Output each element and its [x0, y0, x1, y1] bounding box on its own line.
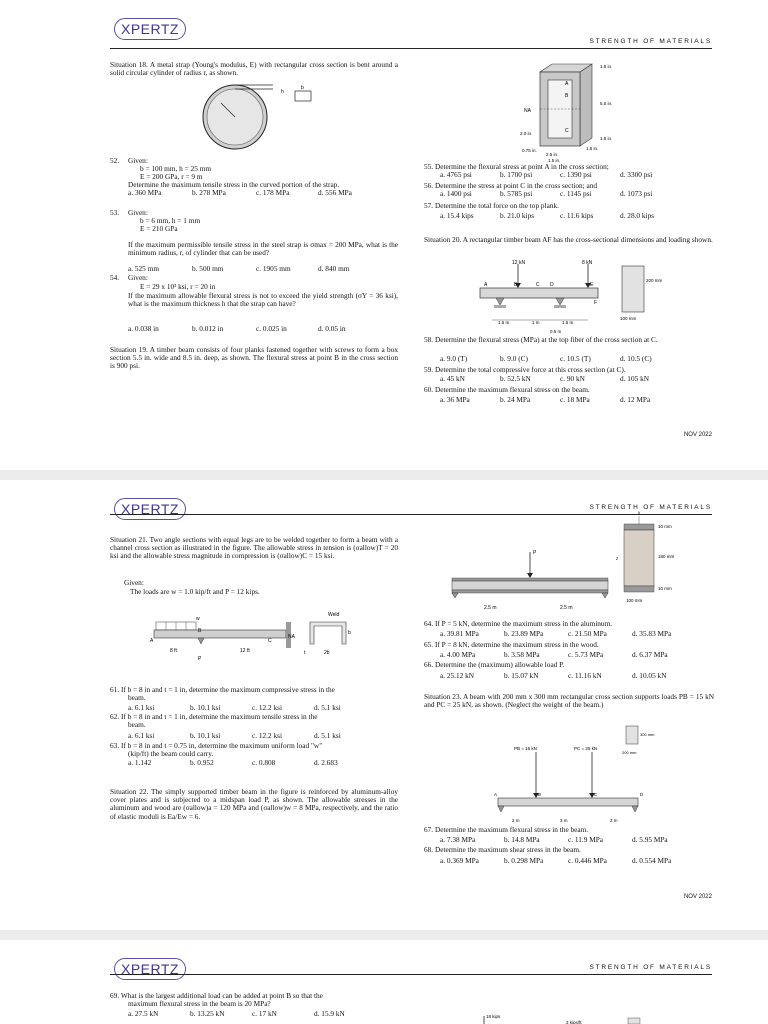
figure-timber-beam — [470, 258, 670, 336]
fig20-span-3: 1.5 m — [562, 320, 574, 325]
fig20-height: 200 mm — [646, 278, 663, 283]
q64-option-b[interactable]: b. 23.89 MPa — [504, 629, 544, 638]
q54-given: Given: — [128, 273, 148, 282]
q54-option-b[interactable]: b. 0.012 in — [192, 324, 224, 333]
figure-strap-cylinder — [195, 85, 325, 155]
fig22-z: z — [616, 556, 619, 561]
situation-23-text: Situation 23. A beam with 200 mm x 300 mm rectangular cross section supports loads PB = 15 kN and PC = 25 kN, as shown. (Neglect the weight of the beam.) — [424, 692, 714, 710]
q54-line1: E = 29 x 10³ ksi, r = 20 in — [140, 282, 216, 291]
q62-cont: beam. — [128, 720, 146, 729]
page-1 — [0, 0, 768, 470]
fig20-span-2: 1 m — [532, 320, 540, 325]
q55-stem: 55. Determine the flexural stress at point A in the cross section; — [424, 162, 609, 171]
fig19-dim-15b: 1.5 in. — [586, 146, 599, 151]
fig22-span-2: 2.5 m — [560, 605, 573, 611]
q61-cont: beam. — [128, 693, 146, 702]
q60-option-a[interactable]: a. 36 MPa — [440, 395, 470, 404]
q61-option-d[interactable]: d. 5.1 ksi — [314, 703, 341, 712]
fig23-pb: PB = 15 kN — [514, 746, 537, 751]
page2-date: NOV 2022 — [683, 894, 712, 900]
q52-given: Given: — [128, 156, 148, 165]
q55-option-a[interactable]: a. 4765 psi — [440, 170, 472, 179]
q52-line1: b = 100 mm, h = 25 mm — [140, 164, 212, 173]
q68-stem: 68. Determine the maximum shear stress in the beam. — [424, 845, 581, 854]
fig20-D: D — [550, 282, 554, 288]
q58-option-a[interactable]: a. 9.0 (T) — [440, 354, 468, 363]
q63-stem: 63. If b = 8 in and t = 0.75 in, determine the maximum uniform load "w" — [110, 741, 323, 750]
q56-option-c[interactable]: c. 1145 psi — [560, 189, 592, 198]
q60-option-c[interactable]: c. 18 MPa — [560, 395, 590, 404]
q57-options — [440, 212, 654, 220]
page1-date: NOV 2022 — [683, 432, 712, 438]
q65-stem: 65. If P = 8 kN, determine the maximum stress in the wood. — [424, 640, 599, 649]
fig21-A: A — [150, 638, 154, 644]
q68-options — [440, 857, 671, 865]
fig20-width: 100 mm — [620, 316, 637, 321]
q57-stem: 57. Determine the total force on the top plank. — [424, 201, 559, 210]
q63-options — [128, 759, 338, 767]
fig21-B: B — [198, 628, 202, 634]
fig23-pc: PC = 25 kN — [574, 746, 598, 751]
q58-stem: 58. Determine the flexural stress (MPa) at the top fiber of the cross section at C. — [424, 335, 658, 344]
q65-options — [440, 651, 668, 659]
q62-stem: 62. If b = 8 in and t = 1 in, determine the maximum tensile stress in the — [110, 712, 318, 721]
q53-line2: E = 210 GPa — [140, 224, 178, 233]
fig19-dim-15c: 1.5 in. — [548, 158, 561, 163]
q53-option-c[interactable]: c. 1905 mm — [256, 264, 291, 273]
fig22-y: y — [638, 510, 641, 515]
q52-options — [128, 189, 352, 197]
q66-stem: 66. Determine the (maximum) allowable load P. — [424, 660, 565, 669]
fig21-b: b — [348, 630, 351, 636]
fig69-uniform: 3 kips/ft — [566, 1020, 582, 1024]
figure-channel-beam — [150, 610, 400, 672]
situation-21-text: Situation 21. Two angle sections with equal legs are to be welded together to form a beam with a channel cross section as illustrated in the figure. The allowable stress in tension is (σallow)T = 20 ksi and the allowable stress magnitude in compression is (σallow)C = 15 ksi. — [110, 535, 398, 561]
q57-option-a[interactable]: a. 15.4 kips — [440, 211, 474, 220]
situation-21-loads: The loads are w = 1.0 kip/ft and P = 12 kips. — [130, 587, 260, 596]
q58-options — [440, 355, 652, 363]
fig23-A: A — [494, 792, 498, 797]
q57-option-d[interactable]: d. 28.0 kips — [620, 211, 655, 220]
q63-cont: (kip/ft) the beam could carry. — [128, 749, 214, 758]
q61-stem: 61. If b = 8 in and t = 1 in, determine the maximum compressive stress in the — [110, 685, 335, 694]
fig20-load-12: 12 kN — [512, 260, 526, 266]
q69-options — [128, 1010, 345, 1018]
q58-option-d[interactable]: d. 10.5 (C) — [620, 354, 652, 363]
q52-line2: E = 200 GPa, r = 9 m — [140, 172, 203, 181]
q53-number: 53. — [110, 208, 120, 217]
fig19-dim-top: 1.5 in. — [600, 64, 613, 69]
q57-option-b[interactable]: b. 21.0 kips — [500, 211, 535, 220]
q53-line1: b = 6 mm, h = 1 mm — [140, 216, 201, 225]
q54-stem: If the maximum allowable flexural stress is not to exceed the yield strength (σY = 36 ksi), what is the maximum thickness h that the strap can have? — [128, 291, 398, 309]
fig19-dim-20: 2.0 in. — [520, 131, 533, 136]
xpertz-logo: XPERTZ — [114, 498, 186, 520]
q53-options — [128, 265, 349, 273]
q66-option-c[interactable]: c. 11.16 kN — [568, 671, 602, 680]
q61-option-c[interactable]: c. 12.2 ksi — [252, 703, 282, 712]
situation-22-text: Situation 22. The simply supported timber beam in the figure is reinforced by aluminum-alloy cover plates and is subjected to a midspan load P, as shown. The allowable stresses in the aluminum and wood are (σallow)a = 120 MPa and (σallow)w = 8 MPa, respectively, and the ratio of elastic moduli is Ea/Ew = 6. — [110, 787, 398, 821]
q67-options — [440, 836, 668, 844]
q55-option-b[interactable]: b. 1700 psi — [500, 170, 533, 179]
fig20-span-1: 1.5 m — [498, 320, 510, 325]
q56-stem: 56. Determine the stress at point C in the cross section; and — [424, 181, 598, 190]
q67-option-c[interactable]: c. 11.9 MPa — [568, 835, 603, 844]
q67-option-b[interactable]: b. 14.8 MPa — [504, 835, 540, 844]
q63-option-b[interactable]: b. 0.952 — [190, 758, 214, 767]
q69-stem: 69. What is the largest additional load can be added at point B so that the — [110, 991, 323, 1000]
q58-option-b[interactable]: b. 9.0 (C) — [500, 354, 528, 363]
situation-21-given: Given: — [124, 578, 144, 587]
q59-options — [440, 375, 649, 383]
fig19-dim-25: 2.5 in. — [546, 152, 559, 157]
fig23-span-3: 2 m — [610, 818, 618, 823]
q68-option-c[interactable]: c. 0.446 MPa — [568, 856, 607, 865]
figure-reinforced-beam — [448, 510, 708, 624]
q55-option-d[interactable]: d. 3300 psi — [620, 170, 653, 179]
q62-option-a[interactable]: a. 6.1 ksi — [128, 731, 155, 740]
fig21-2b: 2b — [324, 650, 330, 656]
q65-option-c[interactable]: c. 5.73 MPa — [568, 650, 604, 659]
fig20-E: E — [590, 282, 594, 288]
q59-option-b[interactable]: b. 52.5 kN — [500, 374, 531, 383]
q54-number: 54. — [110, 273, 120, 282]
fig69-load: 18 kips — [486, 1014, 501, 1019]
q68-option-a[interactable]: a. 0.369 MPa — [440, 856, 479, 865]
fig20-C: C — [536, 282, 540, 288]
fig19-dim-075: 0.75 in. — [522, 148, 537, 153]
fig18-b-label: b — [301, 85, 304, 91]
q64-option-c[interactable]: c. 21.50 MPa — [568, 629, 607, 638]
fig21-length-2: 12 ft — [240, 648, 250, 654]
q56-options — [440, 190, 652, 198]
q68-option-d[interactable]: d. 0.554 MPa — [632, 856, 672, 865]
fig22-t2: 10 mm — [658, 586, 672, 591]
fig18-h-label: h — [281, 89, 284, 95]
fig20-span-4: 0.5 m — [550, 329, 562, 334]
fig20-F: F — [594, 300, 598, 306]
q52-option-a[interactable]: a. 360 MPa — [128, 188, 162, 197]
fig22-h: 180 mm — [658, 554, 675, 559]
q65-option-a[interactable]: a. 4.00 MPa — [440, 650, 476, 659]
q64-stem: 64. If P = 5 kN, determine the maximum stress in the aluminum. — [424, 619, 613, 628]
q69-option-c[interactable]: c. 17 kN — [252, 1009, 277, 1018]
fig21-C: C — [268, 638, 272, 644]
q54-option-c[interactable]: c. 0.025 in — [256, 324, 287, 333]
q64-option-d[interactable]: d. 35.83 MPa — [632, 629, 672, 638]
q59-option-a[interactable]: a. 45 kN — [440, 374, 465, 383]
header-rule — [110, 974, 712, 975]
q67-option-d[interactable]: d. 5.95 MPa — [632, 835, 668, 844]
q59-option-d[interactable]: d. 105 kN — [620, 374, 649, 383]
q52-stem: Determine the maximum tensile stress in the curved portion of the strap. — [128, 180, 340, 189]
fig19-dim-55: 5.5 in. — [600, 101, 613, 106]
page-2 — [0, 480, 768, 930]
subject-header: STRENGTH OF MATERIALS — [589, 504, 712, 511]
q57-option-c[interactable]: c. 11.6 kips — [560, 211, 594, 220]
fig21-t: t — [304, 650, 306, 656]
q55-options — [440, 171, 652, 179]
q61-options — [128, 704, 341, 712]
q63-option-a[interactable]: a. 1.142 — [128, 758, 152, 767]
q54-option-d[interactable]: d. 0.05 in — [318, 324, 346, 333]
q53-given: Given: — [128, 208, 148, 217]
fig19-na-label: NA — [524, 108, 531, 114]
q52-option-c[interactable]: c. 178 MPa — [256, 188, 290, 197]
q61-option-a[interactable]: a. 6.1 ksi — [128, 703, 155, 712]
q52-option-b[interactable]: b. 278 MPa — [192, 188, 226, 197]
q69-option-a[interactable]: a. 27.5 kN — [128, 1009, 159, 1018]
q59-option-c[interactable]: c. 90 kN — [560, 374, 585, 383]
header-rule — [110, 514, 712, 515]
q63-option-c[interactable]: c. 0.808 — [252, 758, 276, 767]
q68-option-b[interactable]: b. 0.298 MPa — [504, 856, 544, 865]
q67-stem: 67. Determine the maximum flexural stress in the beam. — [424, 825, 589, 834]
q52-option-d[interactable]: d. 556 MPa — [318, 188, 352, 197]
figure-box-section — [520, 62, 620, 163]
q62-option-d[interactable]: d. 5.1 ksi — [314, 731, 341, 740]
q56-option-b[interactable]: b. 5785 psi — [500, 189, 533, 198]
fig23-h: 300 mm — [640, 732, 655, 737]
q65-option-d[interactable]: d. 6.37 MPa — [632, 650, 668, 659]
subject-header: STRENGTH OF MATERIALS — [589, 38, 712, 45]
fig19-point-a: A — [565, 81, 569, 87]
situation-18-text: Situation 18. A metal strap (Young's modulus, E) with rectangular cross section is bent around a solid circular cylinder of radius r, as shown. — [110, 60, 398, 78]
xpertz-logo: XPERTZ — [114, 18, 186, 40]
q64-options — [440, 630, 671, 638]
fig20-B: B — [514, 282, 518, 288]
fig19-point-c: C — [565, 128, 569, 134]
q69-option-d[interactable]: d. 15.9 kN — [314, 1009, 345, 1018]
q53-option-d[interactable]: d. 840 mm — [318, 264, 350, 273]
situation-19-text: Situation 19. A timber beam consists of four planks fastened together with screws to form a box section 5.5 in. wide and 8.5 in. deep, as shown. The flexural stress at point B in the cross section is 900 psi. — [110, 345, 398, 371]
q53-stem: If the maximum permissible tensile stress in the steel strap is σmax = 200 MPa, what is the minimum radius, r, of cylinder that can be used? — [128, 240, 398, 258]
q66-options — [440, 672, 666, 680]
q60-option-b[interactable]: b. 24 MPa — [500, 395, 531, 404]
fig23-span-1: 2 m — [512, 818, 520, 823]
fig20-A: A — [484, 282, 488, 288]
q62-options — [128, 732, 341, 740]
fig21-weld: Weld — [328, 612, 340, 618]
fig23-D: D — [640, 792, 644, 797]
fig21-P: P — [198, 656, 202, 662]
fig23-B: B — [538, 792, 542, 797]
fig21-na: NA — [288, 634, 295, 640]
subject-header: STRENGTH OF MATERIALS — [589, 964, 712, 971]
q54-option-a[interactable]: a. 0.038 in — [128, 324, 159, 333]
q60-option-d[interactable]: d. 12 MPa — [620, 395, 651, 404]
q52-number: 52. — [110, 156, 120, 165]
q56-option-a[interactable]: a. 1400 psi — [440, 189, 472, 198]
fig19-point-b: B — [565, 93, 569, 99]
fig21-w: w — [196, 616, 200, 622]
q54-options — [128, 325, 346, 333]
q69-cont: maximum flexural stress in the beam is 20 MPa? — [128, 999, 271, 1008]
q53-option-b[interactable]: b. 500 mm — [192, 264, 224, 273]
q69-option-b[interactable]: b. 13.25 kN — [190, 1009, 225, 1018]
q62-option-c[interactable]: c. 12.2 ksi — [252, 731, 282, 740]
q66-option-d[interactable]: d. 10.05 kN — [632, 671, 667, 680]
figure-rect-beam — [492, 724, 662, 824]
q66-option-b[interactable]: b. 15.07 kN — [504, 671, 539, 680]
fig22-t1: 10 mm — [658, 524, 672, 529]
q64-option-a[interactable]: a. 39.81 MPa — [440, 629, 479, 638]
q62-option-b[interactable]: b. 10.1 ksi — [190, 731, 221, 740]
header-rule — [110, 48, 712, 49]
fig23-C: C — [594, 792, 598, 797]
q58-option-c[interactable]: c. 10.5 (T) — [560, 354, 591, 363]
q60-options — [440, 396, 650, 404]
fig22-span-1: 2.5 m — [484, 605, 497, 611]
page-3 — [0, 940, 768, 1024]
q56-option-d[interactable]: d. 1073 psi — [620, 189, 653, 198]
fig21-length-1: 8 ft — [170, 648, 177, 654]
fig19-dim-15a: 1.5 in. — [600, 136, 613, 141]
fig22-P: P — [533, 550, 537, 556]
q65-option-b[interactable]: b. 3.58 MPa — [504, 650, 540, 659]
xpertz-logo: XPERTZ — [114, 958, 186, 980]
fig23-span-2: 3 m — [560, 818, 568, 823]
q66-option-a[interactable]: a. 25.12 kN — [440, 671, 475, 680]
q53-option-a[interactable]: a. 525 mm — [128, 264, 160, 273]
fig20-load-8: 8 kN — [582, 260, 593, 266]
situation-20-text: Situation 20. A rectangular timber beam AF has the cross-sectional dimensions and loading shown. — [424, 235, 713, 244]
fig22-w: 100 mm — [626, 598, 643, 603]
fig23-w: 200 mm — [622, 750, 637, 755]
q61-option-b[interactable]: b. 10.1 ksi — [190, 703, 221, 712]
q60-stem: 60. Determine the maximum flexural stress on the beam. — [424, 385, 590, 394]
q59-stem: 59. Determine the total compressive force at this cross section (at C). — [424, 365, 626, 374]
q67-option-a[interactable]: a. 7.38 MPa — [440, 835, 476, 844]
q63-option-d[interactable]: d. 2.683 — [314, 758, 338, 767]
q55-option-c[interactable]: c. 1390 psi — [560, 170, 592, 179]
figure-partial-beam — [470, 1012, 670, 1024]
